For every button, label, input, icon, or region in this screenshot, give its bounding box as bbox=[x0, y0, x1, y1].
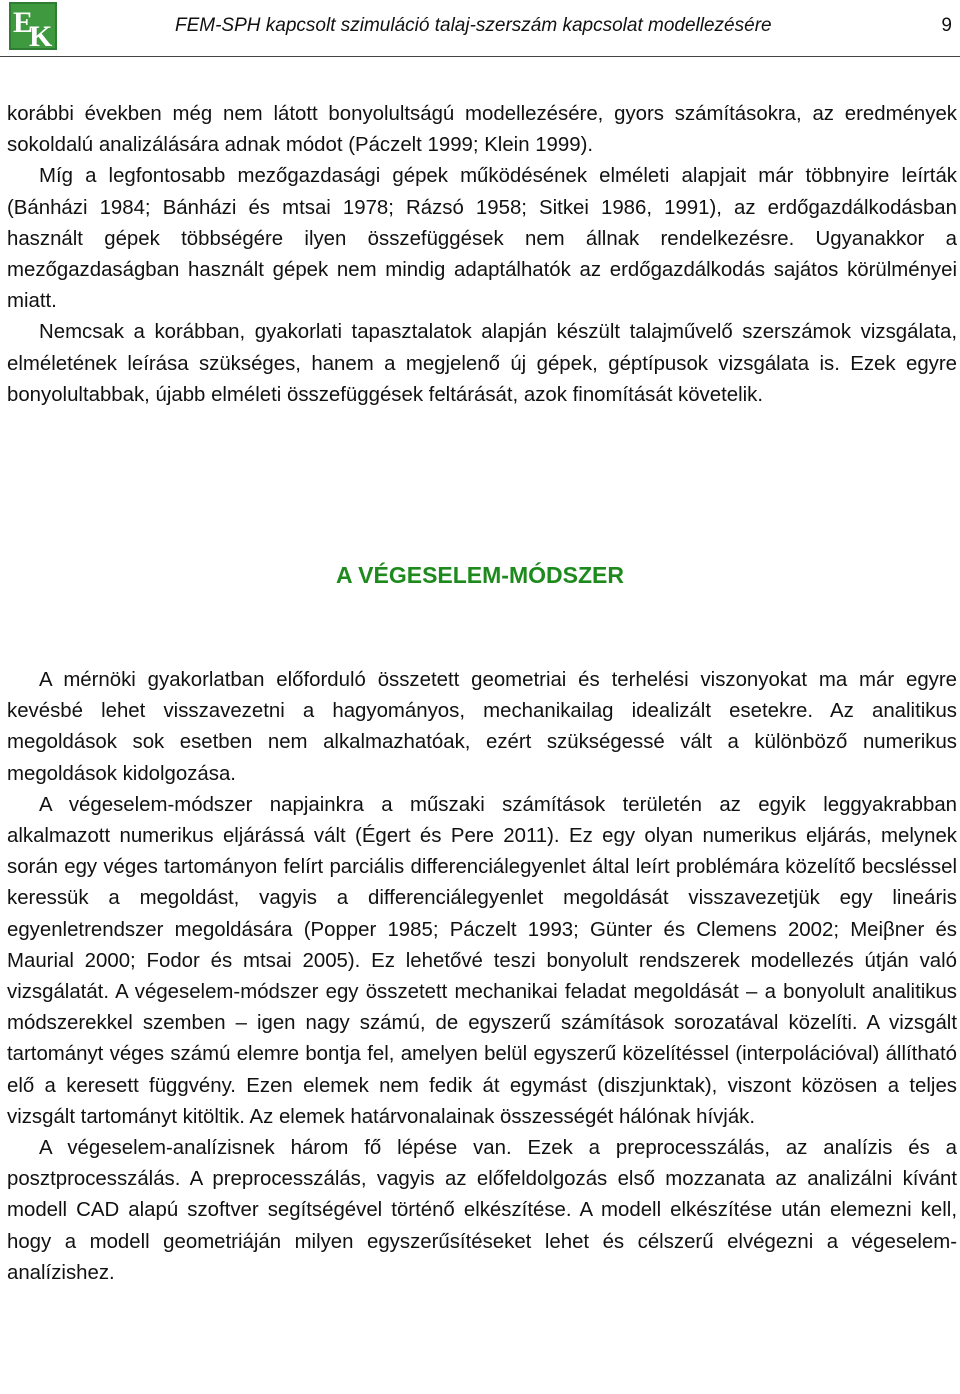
paragraph: A végeselem-módszer napjainkra a műszaki számítások területén az egyik leggyakrabban alkalmazott numerikus eljárássá vált (Égert és Pere 2011). Ez egy olyan numerikus eljárás, melynek során egy véges tartományon felírt parciális differenciálegyenlet által leírt problémára közelítő becsléssel keressük a megoldást, vagyis a differenciálegyenlet megoldását visszavezetjük egy lineáris egyenletrendszer megoldására (Popper 1985; Páczelt 1993; Günter és Clemens 2002; Meiβner és Maurial 2000; Fodor és mtsai 2005). Ez lehetővé teszi bonyolult rendszerek modellezés útján való vizsgálatát. A végeselem-módszer egy összetett mechanikai feladat megoldását – a bonyolult analitikus módszerekkel szemben – igen nagy számú, de egyszerű számítások sorozatával közelíti. A vizsgált tartományt véges számú elemre bontja fel, amelyen belül egyszerű közelítéssel (interpolációval) állítható elő a keresett függvény. Ezen elemek nem fedik át egymást (diszjunktak), viszont közösen a teljes vizsgált tartományt kitöltik. Az elemek határvonalainak összességét hálónak hívják. bbox=[7, 793, 957, 1128]
paragraph: Míg a legfontosabb mezőgazdasági gépek működésének elméleti alapjait már többnyire leírták (Bánházi 1984; Bánházi és mtsai 1978; Rázsó 1958; Sitkei 1986, 1991), az erdőgazdálkodásban használt gépek többségére ilyen összefüggések nem állnak rendelkezésre. Ugyanakkor a mezőgazdaságban használt gépek nem mindig adaptálhatók az erdőgazdálkodás sajátos körülményei miatt. bbox=[7, 165, 957, 313]
paragraph: Nemcsak a korábban, gyakorlati tapasztalatok alapján készült talajművelő szerszámok vizsgálata, elméletének leírása szükséges, hanem a megjelenő új gépek, géptípusok vizsgálata is. Ezek egyre bonyolultabbak, újabb elméleti összefüggések feltárását, azok finomítását követelik. bbox=[7, 321, 957, 406]
paragraph: A végeselem-analízisnek három fő lépése van. Ezek a preprocesszálás, az analízis és a posztprocesszálás. A preprocesszálás, vagyis az előfeldolgozás első mozzanata az analizálni kívánt modell CAD alapú szoftver segítségével történő elkészítése. A modell elkészítése után elemezni kell, hogy a modell geometriáján milyen egyszerűsítéseket lehet és célszerű elvégezni a végeselem-analízishez. bbox=[7, 1137, 957, 1284]
header-divider bbox=[0, 56, 960, 57]
page-number: 9 bbox=[941, 15, 952, 36]
paragraph: A mérnöki gyakorlatban előforduló összetett geometriai és terhelési viszonyokat ma már egyre kevésbé lehet visszavezetni a hagyományos, mechanikailag idealizált esetekre. Az analitikus megoldások sok esetben nem alkalmazhatóak, ezért szükségessé vált a különböző numerikus megoldások kidolgozása. bbox=[7, 669, 957, 785]
svg-text:E: E bbox=[13, 6, 34, 39]
publisher-logo bbox=[9, 2, 57, 50]
svg-text:K: K bbox=[29, 20, 53, 50]
paragraph-continuation: korábbi években még nem látott bonyolultságú modellezésére, gyors számításokra, az eredmények sokoldalú analizálására adnak módot (Páczelt 1999; Klein 1999). bbox=[7, 103, 957, 157]
page-header bbox=[0, 0, 960, 58]
intro-text bbox=[7, 99, 957, 411]
section-heading: A VÉGESELEM-MÓDSZER bbox=[336, 562, 624, 588]
section-body bbox=[7, 665, 957, 1289]
running-header-title: FEM-SPH kapcsolt szimuláció talaj-szerszám kapcsolat modellezésére bbox=[175, 15, 772, 36]
